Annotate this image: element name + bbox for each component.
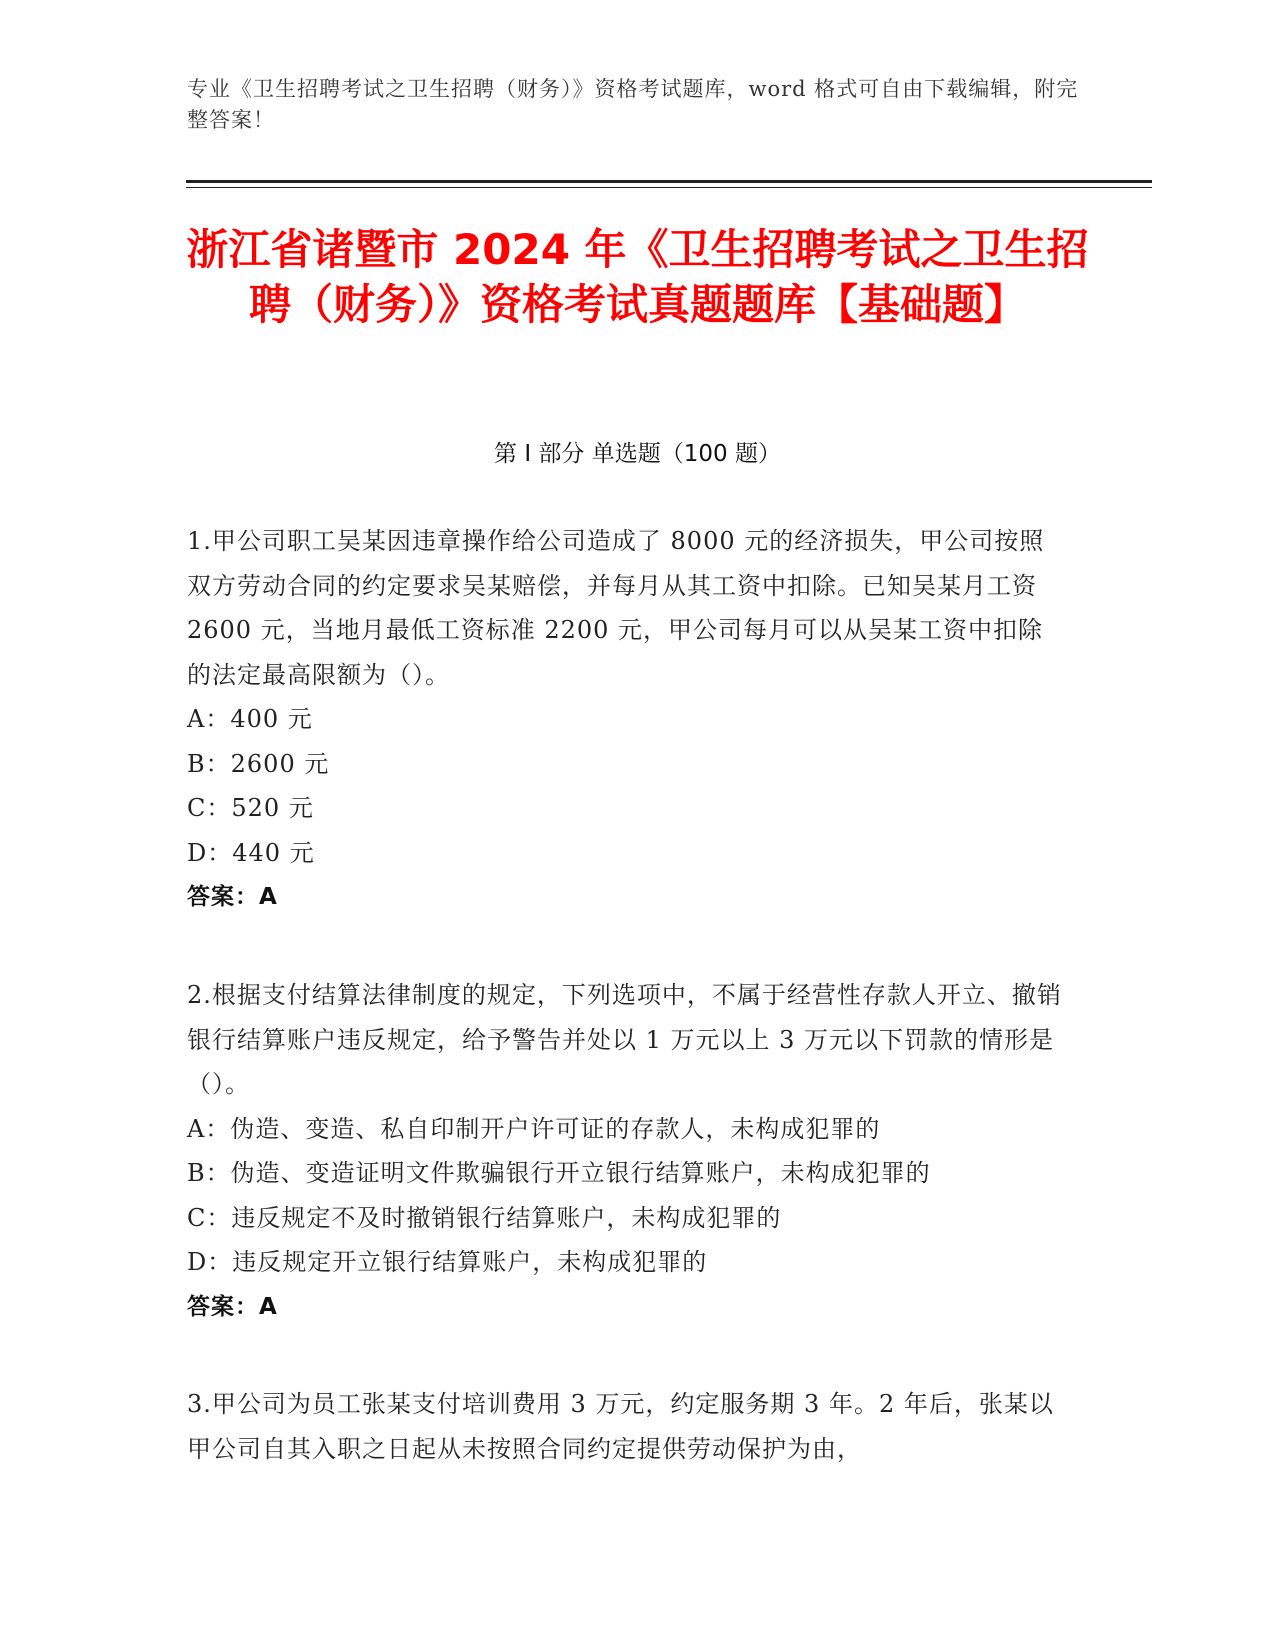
option-text: 伪造、变造证明文件欺骗银行开立银行结算账户，未构成犯罪的 — [230, 1159, 931, 1187]
question-3 — [187, 1382, 1067, 1471]
question-stem: 1.甲公司职工吴某因违章操作给公司造成了 8000 元的经济损失，甲公司按照双方劳动合同的约定要求吴某赔偿，并每月从其工资中扣除。已知吴某月工资 2600 元，当地月最低工资标准 2200 元，甲公司每月可以从吴某工资中扣除的法定最高限额为（）。 — [187, 527, 1045, 689]
option-text: 违反规定开立银行结算账户，未构成犯罪的 — [232, 1248, 708, 1276]
section-heading: 第 I 部分 单选题（100 题） — [494, 441, 781, 467]
option-letter: A： — [187, 705, 231, 733]
option-text: 伪造、变造、私自印制开户许可证的存款人，未构成犯罪的 — [230, 1114, 881, 1143]
option-letter: C： — [187, 794, 232, 822]
option-a — [187, 697, 1067, 742]
option-b — [187, 742, 1067, 787]
option-text: 520 元 — [231, 794, 314, 822]
option-a — [187, 1107, 1067, 1152]
option-text: 400 元 — [230, 705, 313, 733]
option-letter: B： — [187, 749, 231, 778]
question-1 — [187, 519, 1067, 920]
option-text: 2600 元 — [230, 749, 330, 778]
option-c — [187, 1196, 1067, 1241]
option-text: 440 元 — [232, 838, 315, 867]
question-stem: 3.甲公司为员工张某支付培训费用 3 万元，约定服务期 3 年。2 年后，张某以甲公司自其入职之日起从未按照合同约定提供劳动保护为由， — [187, 1390, 1054, 1463]
document-title: 浙江省诸暨市 2024 年《卫生招聘考试之卫生招聘（财务）》资格考试真题题库【基础题】 — [186, 225, 1089, 329]
option-letter: B： — [187, 1159, 231, 1187]
option-c — [187, 786, 1067, 831]
answer-label: 答案：A — [187, 884, 278, 910]
header-divider — [186, 180, 1152, 183]
option-letter: C： — [187, 1203, 232, 1232]
option-letter: A： — [187, 1114, 231, 1143]
option-d — [187, 1240, 1067, 1285]
option-text: 违反规定不及时撤销银行结算账户，未构成犯罪的 — [231, 1203, 782, 1232]
question-2 — [187, 973, 1067, 1329]
option-d — [187, 831, 1067, 876]
header-note: 专业《卫生招聘考试之卫生招聘（财务）》资格考试题库，word 格式可自由下载编辑，附完整答案！ — [187, 77, 1079, 132]
question-stem: 2.根据支付结算法律制度的规定，下列选项中，不属于经营性存款人开立、撤销银行结算账户违反规定，给予警告并处以 1 万元以上 3 万元以下罚款的情形是（）。 — [187, 981, 1062, 1098]
option-b — [187, 1151, 1067, 1196]
option-letter: D： — [187, 838, 233, 867]
option-letter: D： — [187, 1248, 233, 1276]
answer-label: 答案：A — [187, 1293, 278, 1320]
header-divider-thin — [186, 187, 1152, 188]
